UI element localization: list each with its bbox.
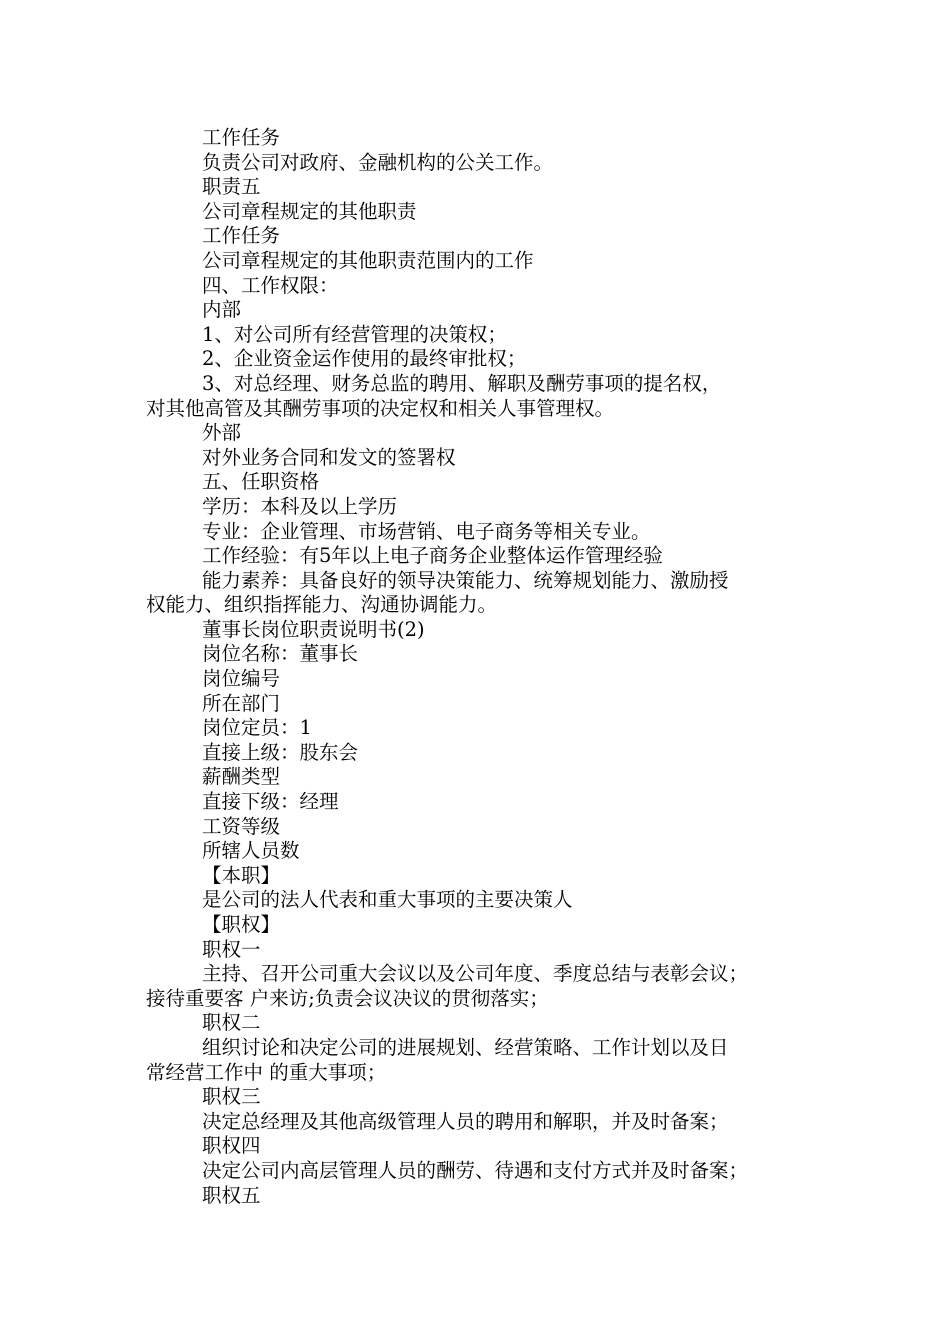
text-line: 对外业务合同和发文的签署权 (202, 445, 456, 469)
section-heading: 【本职】 (202, 863, 281, 887)
text-line: 是公司的法人代表和重大事项的主要决策人 (202, 888, 573, 912)
text-line-continuation: 权能力、组织指挥能力、沟通协调能力。 (146, 593, 498, 617)
text-line: 内部 (202, 298, 242, 322)
list-item-continuation: 对其他高管及其酬劳事项的决定权和相关人事管理权。 (146, 396, 615, 420)
text-line: 所在部门 (202, 691, 281, 715)
text-line: 岗位定员：1 (202, 716, 312, 740)
text-line: 工资等级 (202, 814, 281, 838)
document-body (146, 126, 816, 1208)
text-line: 职权四 (202, 1134, 261, 1158)
list-item: 3、对总经理、财务总监的聘用、解职及酬劳事项的提名权， (202, 371, 722, 395)
section-heading: 【职权】 (202, 913, 281, 936)
text-line: 工作任务 (202, 224, 281, 248)
text-line: 工作经验：有5年以上电子商务企业整体运作管理经验 (202, 544, 663, 568)
list-item: 2、企业资金运作使用的最终审批权； (202, 347, 527, 371)
text-line: 岗位名称：董事长 (202, 642, 359, 666)
text-line: 职权五 (202, 1183, 261, 1207)
text-line: 薪酬类型 (202, 765, 281, 789)
text-line: 所辖人员数 (202, 839, 300, 863)
text-line: 决定总经理及其他高级管理人员的聘用和解职，并及时备案； (202, 1109, 729, 1133)
section-heading: 职责五 (202, 175, 261, 199)
text-line: 组织讨论和决定公司的进展规划、经营策略、工作计划以及日 (202, 1035, 729, 1059)
text-line: 工作任务 (202, 126, 281, 149)
text-line: 外部 (202, 421, 242, 445)
text-line: 直接下级：经理 (202, 790, 339, 814)
list-item: 1、对公司所有经营管理的决策权； (202, 322, 507, 346)
text-line: 专业：企业管理、市场营销、电子商务等相关专业。 (202, 519, 651, 543)
text-line: 能力素养：具备良好的领导决策能力、统筹规划能力、激励授 (202, 568, 729, 592)
text-line-continuation: 常经营工作中 的重大事项； (146, 1060, 387, 1084)
text-line: 学历：本科及以上学历 (202, 494, 398, 518)
section-heading: 四、工作权限： (202, 273, 339, 297)
text-line: 职权一 (202, 937, 261, 961)
text-line: 公司章程规定的其他职责 (202, 199, 417, 223)
text-line-continuation: 接待重要客 户来访;负责会议决议的贯彻落实； (146, 986, 549, 1010)
document-title: 董事长岗位职责说明书(2) (202, 617, 425, 641)
text-line: 决定公司内高层管理人员的酬劳、待遇和支付方式并及时备案； (202, 1158, 749, 1182)
section-heading: 五、任职资格 (202, 470, 320, 494)
text-line: 公司章程规定的其他职责范围内的工作 (202, 248, 534, 272)
text-line: 岗位编号 (202, 667, 281, 691)
text-line: 直接上级：股东会 (202, 740, 359, 764)
text-line: 主持、召开公司重大会议以及公司年度、季度总结与表彰会议； (202, 962, 749, 986)
text-line: 职权三 (202, 1085, 261, 1109)
text-line: 职权二 (202, 1011, 261, 1035)
text-line: 负责公司对政府、金融机构的公关工作。 (202, 150, 554, 174)
